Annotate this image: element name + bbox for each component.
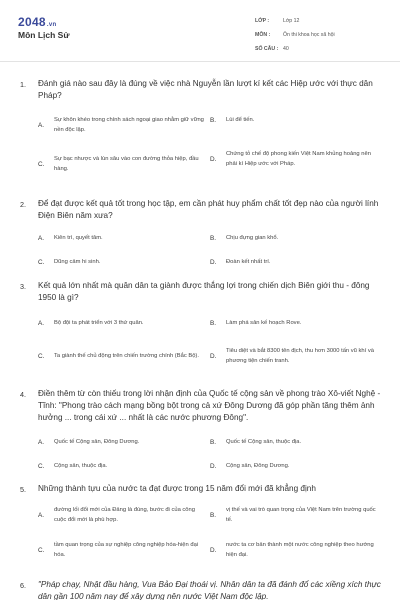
option-text: Ta giành thế chủ động trên chiến trường chính (Bắc Bộ). — [54, 353, 199, 359]
option-text: Chứng tỏ chế độ phong kiến Việt Nam khủng hoảng nên phải kí Hiệp ước với Pháp. — [226, 151, 371, 167]
logo-sub: .vn — [46, 22, 57, 28]
option-text: Đoàn kết nhất trí. — [226, 259, 271, 265]
option-text: tầm quan trọng của sự nghiệp công nghiệp hóa-hiện đại hóa. — [54, 542, 199, 558]
option-letter: C. — [38, 259, 45, 267]
option-letter: A. — [38, 320, 45, 328]
option-text: Tiêu diệt và bắt 8300 tên địch, thu hơn 3000 tấn vũ khí và phương tiện chiến tranh. — [226, 348, 374, 364]
option-letter: D. — [210, 463, 217, 471]
option-letter: B. — [210, 512, 217, 519]
question-text: "Pháp chạy, Nhật đầu hàng, Vua Bảo Đại thoái vị. Nhân dân ta đã đánh đổ các xiềng xích thực dân gần 100 năm nay để xây dựng nên nước Việt Nam độc lập. — [38, 580, 381, 600]
option-text: Kiên trì, quyết tâm. — [54, 235, 103, 241]
option-a[interactable] — [38, 506, 204, 525]
option-c[interactable] — [38, 352, 204, 362]
option-text: Làm phá sản kế hoạch Rove. — [226, 320, 302, 326]
meta-value: Ôn thi khoa học xã hội — [283, 32, 335, 38]
question-text: Để đạt được kết quả tốt trong học tập, em cần phát huy phẩm chất tốt đẹp nào của người lính Điện Biên năm xưa? — [38, 199, 379, 220]
meta-label: LỚP : — [255, 18, 270, 24]
question-number: 6. — [20, 581, 26, 590]
option-d[interactable] — [210, 347, 376, 366]
question-number: 5. — [20, 485, 26, 494]
option-text: Quốc tế Cộng sản, thuộc địa. — [226, 439, 302, 445]
option-text: Cộng sản, Đông Dương. — [226, 463, 290, 469]
meta-row-class — [255, 14, 395, 28]
question-number: 1. — [20, 80, 26, 89]
question-text: Những thành tựu của nước ta đạt được trong 15 năm đổi mới đã khẳng định — [38, 484, 316, 493]
option-text: Sự khôn khéo trong chính sách ngoại giao nhằm giữ vững nền độc lập. — [54, 117, 204, 133]
option-a[interactable] — [38, 438, 204, 448]
option-letter: B. — [210, 439, 217, 447]
option-letter: C. — [38, 547, 45, 554]
option-letter: D. — [210, 353, 217, 360]
option-text: nước ta cơ bản thành một nước công nghiệp theo hướng hiện đại. — [226, 542, 374, 558]
option-d[interactable] — [210, 258, 376, 268]
meta-label: SỐ CÂU : — [255, 46, 279, 52]
option-text: Sự bạc nhược và lùn sâu vào con đường thỏa hiệp, đầu hàng. — [54, 156, 199, 172]
option-letter: C. — [38, 161, 45, 168]
option-text: Chịu đựng gian khổ. — [226, 235, 279, 241]
meta-value: 40 — [283, 46, 289, 52]
option-b[interactable] — [210, 319, 376, 329]
option-letter: B. — [210, 117, 217, 125]
option-c[interactable] — [38, 462, 204, 472]
option-letter: A. — [38, 122, 45, 129]
option-a[interactable] — [38, 116, 204, 135]
question-number: 3. — [20, 282, 26, 291]
logo-main: 2048 — [18, 15, 46, 29]
option-text: Cộng sản, thuộc địa. — [54, 463, 108, 469]
option-letter: A. — [38, 235, 45, 243]
option-letter: D. — [210, 156, 217, 163]
option-b[interactable] — [210, 116, 376, 126]
exam-meta — [255, 14, 395, 56]
meta-label: MÔN : — [255, 32, 271, 38]
option-letter: A. — [38, 439, 45, 447]
option-letter: D. — [210, 259, 217, 267]
site-logo[interactable] — [18, 15, 56, 29]
option-text: vị thế và vai trò quan trọng của Việt Nam trên trường quốc tế. — [226, 507, 376, 523]
option-d[interactable] — [210, 541, 376, 560]
option-letter: C. — [38, 463, 45, 471]
option-b[interactable] — [210, 506, 376, 525]
option-letter: B. — [210, 320, 217, 328]
option-letter: C. — [38, 353, 45, 361]
option-a[interactable] — [38, 319, 204, 329]
question-text: Đánh giá nào sau đây là đúng về việc nhà Nguyễn lần lượt kí kết các Hiệp ước với thực dân Pháp? — [38, 79, 373, 100]
meta-row-count — [255, 42, 395, 56]
meta-row-subject — [255, 28, 395, 42]
question-text: Kết quả lớn nhất mà quân dân ta giành được thắng lợi trong chiến dịch Biên giới thu - đông 1950 là gì? — [38, 281, 370, 302]
option-c[interactable] — [38, 155, 204, 174]
option-letter: A. — [38, 512, 45, 519]
question-number: 2. — [20, 200, 26, 209]
option-d[interactable] — [210, 462, 376, 472]
page-header — [0, 0, 400, 62]
question-number: 4. — [20, 390, 26, 399]
option-b[interactable] — [210, 438, 376, 448]
option-text: đường lối đổi mới của Đảng là đúng, bước đi của công cuộc đổi mới là phù hợp. — [54, 507, 195, 523]
option-c[interactable] — [38, 541, 204, 560]
option-b[interactable] — [210, 234, 376, 244]
question-text: Điền thêm từ còn thiếu trong lời nhận định của Quốc tế cộng sản về phong trào Xô-viết Nghệ - Tĩnh: "Phong trào cách mạng bồng bột trong cả xứ Đông Dương đã góp phần tăng thêm ảnh hưởng ... trong cái xứ ... nhất là các nước phương Đông". — [38, 389, 381, 422]
meta-value: Lớp 12 — [283, 18, 300, 24]
option-letter: D. — [210, 547, 217, 554]
option-letter: B. — [210, 235, 217, 243]
subject-title: Môn Lịch Sử — [18, 30, 70, 40]
option-d[interactable] — [210, 150, 376, 169]
option-a[interactable] — [38, 234, 204, 244]
option-text: Dũng cảm hi sinh. — [54, 259, 101, 265]
option-text: Quốc tế Cộng sản, Đông Dương. — [54, 439, 140, 445]
option-text: Bộ đội ta phát triển với 3 thứ quân. — [54, 320, 144, 326]
option-text: Lùi để tiến. — [226, 117, 255, 123]
option-c[interactable] — [38, 258, 204, 268]
